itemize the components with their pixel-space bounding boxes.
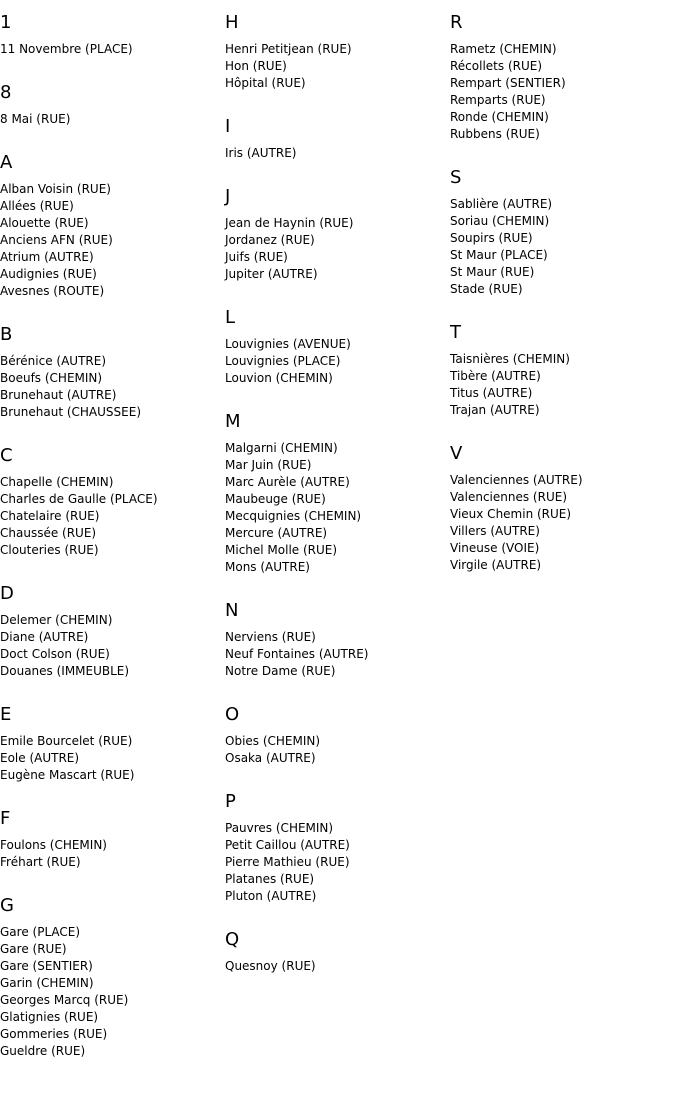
street-index-column-3	[450, 12, 675, 598]
street-link[interactable]: Chapelle (CHEMIN)	[0, 475, 114, 489]
street-link[interactable]: Alouette (RUE)	[0, 216, 89, 230]
street-link[interactable]: Nerviens (RUE)	[225, 630, 316, 644]
street-index-column-2	[225, 12, 450, 999]
street-link[interactable]: Jean de Haynin (RUE)	[225, 216, 354, 230]
street-link[interactable]: Valenciennes (RUE)	[450, 490, 567, 504]
street-link[interactable]: Rametz (CHEMIN)	[450, 42, 557, 56]
street-link[interactable]: St Maur (PLACE)	[450, 248, 548, 262]
street-link[interactable]: Boeufs (CHEMIN)	[0, 371, 103, 385]
letter-heading: N	[225, 600, 239, 621]
street-link[interactable]: Maubeuge (RUE)	[225, 492, 326, 506]
letter-heading: S	[450, 167, 462, 188]
street-link[interactable]: Hon (RUE)	[225, 59, 287, 73]
street-link[interactable]: Ronde (CHEMIN)	[450, 110, 549, 124]
street-link[interactable]: Eole (AUTRE)	[0, 751, 80, 765]
street-link[interactable]: St Maur (RUE)	[450, 265, 535, 279]
letter-heading: I	[225, 116, 231, 137]
street-link[interactable]: Gare (RUE)	[0, 942, 67, 956]
letter-heading: F	[0, 808, 11, 829]
street-link[interactable]: Remparts (RUE)	[450, 93, 546, 107]
street-link[interactable]: Jordanez (RUE)	[225, 233, 315, 247]
street-link[interactable]: Virgile (AUTRE)	[450, 558, 542, 572]
letter-section	[225, 791, 450, 905]
street-link[interactable]: Obies (CHEMIN)	[225, 734, 321, 748]
letter-heading: 8	[0, 82, 12, 103]
street-link[interactable]: Allées (RUE)	[0, 199, 74, 213]
street-link[interactable]: 8 Mai (RUE)	[0, 112, 71, 126]
street-link[interactable]: Jupiter (AUTRE)	[225, 267, 318, 281]
street-link[interactable]: Petit Caillou (AUTRE)	[225, 838, 350, 852]
street-link[interactable]: Pluton (AUTRE)	[225, 889, 317, 903]
letter-heading: Q	[225, 929, 240, 950]
letter-heading: A	[0, 152, 13, 173]
letter-heading: B	[0, 324, 13, 345]
letter-heading: H	[225, 12, 239, 33]
street-link[interactable]: Neuf Fontaines (AUTRE)	[225, 647, 369, 661]
letter-section	[225, 186, 450, 283]
street-link[interactable]: Mons (AUTRE)	[225, 560, 310, 574]
letter-heading: M	[225, 411, 241, 432]
letter-heading: O	[225, 704, 240, 725]
street-link[interactable]: Soriau (CHEMIN)	[450, 214, 550, 228]
street-link[interactable]: Pierre Mathieu (RUE)	[225, 855, 350, 869]
street-link[interactable]: Chaussée (RUE)	[0, 526, 97, 540]
street-link[interactable]: Soupirs (RUE)	[450, 231, 533, 245]
letter-section	[225, 116, 450, 162]
street-link[interactable]: Doct Colson (RUE)	[0, 647, 110, 661]
letter-heading: R	[450, 12, 463, 33]
letter-section	[0, 808, 225, 871]
street-link[interactable]: Sablière (AUTRE)	[450, 197, 553, 211]
street-link[interactable]: Brunehaut (CHAUSSEE)	[0, 405, 141, 419]
street-link[interactable]: Fréhart (RUE)	[0, 855, 81, 869]
letter-heading: J	[225, 186, 231, 207]
street-link[interactable]: Charles de Gaulle (PLACE)	[0, 492, 158, 506]
street-link[interactable]: Michel Molle (RUE)	[225, 543, 338, 557]
street-link[interactable]: Mecquignies (CHEMIN)	[225, 509, 362, 523]
street-link[interactable]: Vineuse (VOIE)	[450, 541, 540, 555]
street-link[interactable]: Anciens AFN (RUE)	[0, 233, 113, 247]
street-link[interactable]: Louvignies (PLACE)	[225, 354, 341, 368]
street-link[interactable]: Hôpital (RUE)	[225, 76, 306, 90]
letter-section	[0, 583, 225, 680]
street-link[interactable]: Delemer (CHEMIN)	[0, 613, 113, 627]
street-link[interactable]: Audignies (RUE)	[0, 267, 97, 281]
street-link[interactable]: Trajan (AUTRE)	[450, 403, 540, 417]
street-link[interactable]: Notre Dame (RUE)	[225, 664, 336, 678]
street-link[interactable]: Gare (SENTIER)	[0, 959, 93, 973]
street-link[interactable]: Brunehaut (AUTRE)	[0, 388, 117, 402]
letter-section	[225, 600, 450, 680]
street-link[interactable]: Récollets (RUE)	[450, 59, 543, 73]
letter-section	[225, 929, 450, 975]
letter-section	[450, 12, 675, 143]
street-link[interactable]: Avesnes (ROUTE)	[0, 284, 105, 298]
street-link[interactable]: Chatelaire (RUE)	[0, 509, 100, 523]
letter-heading: G	[0, 895, 14, 916]
letter-section	[0, 12, 225, 58]
street-link[interactable]: Juifs (RUE)	[225, 250, 288, 264]
letter-section	[0, 895, 225, 1060]
street-link[interactable]: 11 Novembre (PLACE)	[0, 42, 133, 56]
street-link[interactable]: Eugène Mascart (RUE)	[0, 768, 135, 782]
street-link[interactable]: Tibère (AUTRE)	[450, 369, 541, 383]
letter-section	[450, 443, 675, 574]
letter-heading: C	[0, 445, 13, 466]
street-link[interactable]: Marc Aurèle (AUTRE)	[225, 475, 350, 489]
street-link[interactable]: Malgarni (CHEMIN)	[225, 441, 338, 455]
street-link[interactable]: Taisnières (CHEMIN)	[450, 352, 570, 366]
letter-section	[225, 307, 450, 387]
street-link[interactable]: Alban Voisin (RUE)	[0, 182, 111, 196]
street-link[interactable]: Mar Juin (RUE)	[225, 458, 312, 472]
letter-heading: L	[225, 307, 236, 328]
street-link[interactable]: Bérénice (AUTRE)	[0, 354, 107, 368]
street-link[interactable]: Valenciennes (AUTRE)	[450, 473, 583, 487]
street-link[interactable]: Louvignies (AVENUE)	[225, 337, 351, 351]
street-link[interactable]: Douanes (IMMEUBLE)	[0, 664, 130, 678]
street-link[interactable]: Quesnoy (RUE)	[225, 959, 316, 973]
letter-section	[450, 322, 675, 419]
letter-heading: E	[0, 704, 12, 725]
letter-section	[225, 704, 450, 767]
street-link[interactable]: Mercure (AUTRE)	[225, 526, 328, 540]
street-link[interactable]: Emile Bourcelet (RUE)	[0, 734, 133, 748]
letter-section	[0, 704, 225, 784]
letter-section	[0, 324, 225, 421]
street-link[interactable]: Georges Marcq (RUE)	[0, 993, 129, 1007]
letter-section	[450, 167, 675, 298]
letter-section	[0, 445, 225, 559]
street-link[interactable]: Foulons (CHEMIN)	[0, 838, 107, 852]
street-link[interactable]: Pauvres (CHEMIN)	[225, 821, 334, 835]
letter-heading: D	[0, 583, 14, 604]
street-link[interactable]: Garin (CHEMIN)	[0, 976, 94, 990]
street-link[interactable]: Platanes (RUE)	[225, 872, 315, 886]
street-link[interactable]: Osaka (AUTRE)	[225, 751, 316, 765]
street-link[interactable]: Atrium (AUTRE)	[0, 250, 94, 264]
street-link[interactable]: Titus (AUTRE)	[450, 386, 533, 400]
street-link[interactable]: Iris (AUTRE)	[225, 146, 297, 160]
street-link[interactable]: Louvion (CHEMIN)	[225, 371, 333, 385]
letter-heading: T	[450, 322, 461, 343]
street-link[interactable]: Glatignies (RUE)	[0, 1010, 99, 1024]
letter-section	[225, 12, 450, 92]
street-link[interactable]: Villers (AUTRE)	[450, 524, 540, 538]
letter-heading: 1	[0, 12, 12, 33]
letter-heading: V	[450, 443, 463, 464]
street-link[interactable]: Vieux Chemin (RUE)	[450, 507, 572, 521]
street-link[interactable]: Diane (AUTRE)	[0, 630, 89, 644]
street-link[interactable]: Clouteries (RUE)	[0, 543, 99, 557]
street-link[interactable]: Rempart (SENTIER)	[450, 76, 566, 90]
letter-section	[0, 82, 225, 128]
street-link[interactable]: Gommeries (RUE)	[0, 1027, 108, 1041]
letter-heading: P	[225, 791, 236, 812]
street-link[interactable]: Henri Petitjean (RUE)	[225, 42, 352, 56]
street-link[interactable]: Gueldre (RUE)	[0, 1044, 86, 1058]
letter-section	[0, 152, 225, 300]
letter-section	[225, 411, 450, 576]
street-link[interactable]: Stade (RUE)	[450, 282, 523, 296]
street-index-column-1	[0, 12, 225, 1084]
street-link[interactable]: Rubbens (RUE)	[450, 127, 540, 141]
street-link[interactable]: Gare (PLACE)	[0, 925, 81, 939]
